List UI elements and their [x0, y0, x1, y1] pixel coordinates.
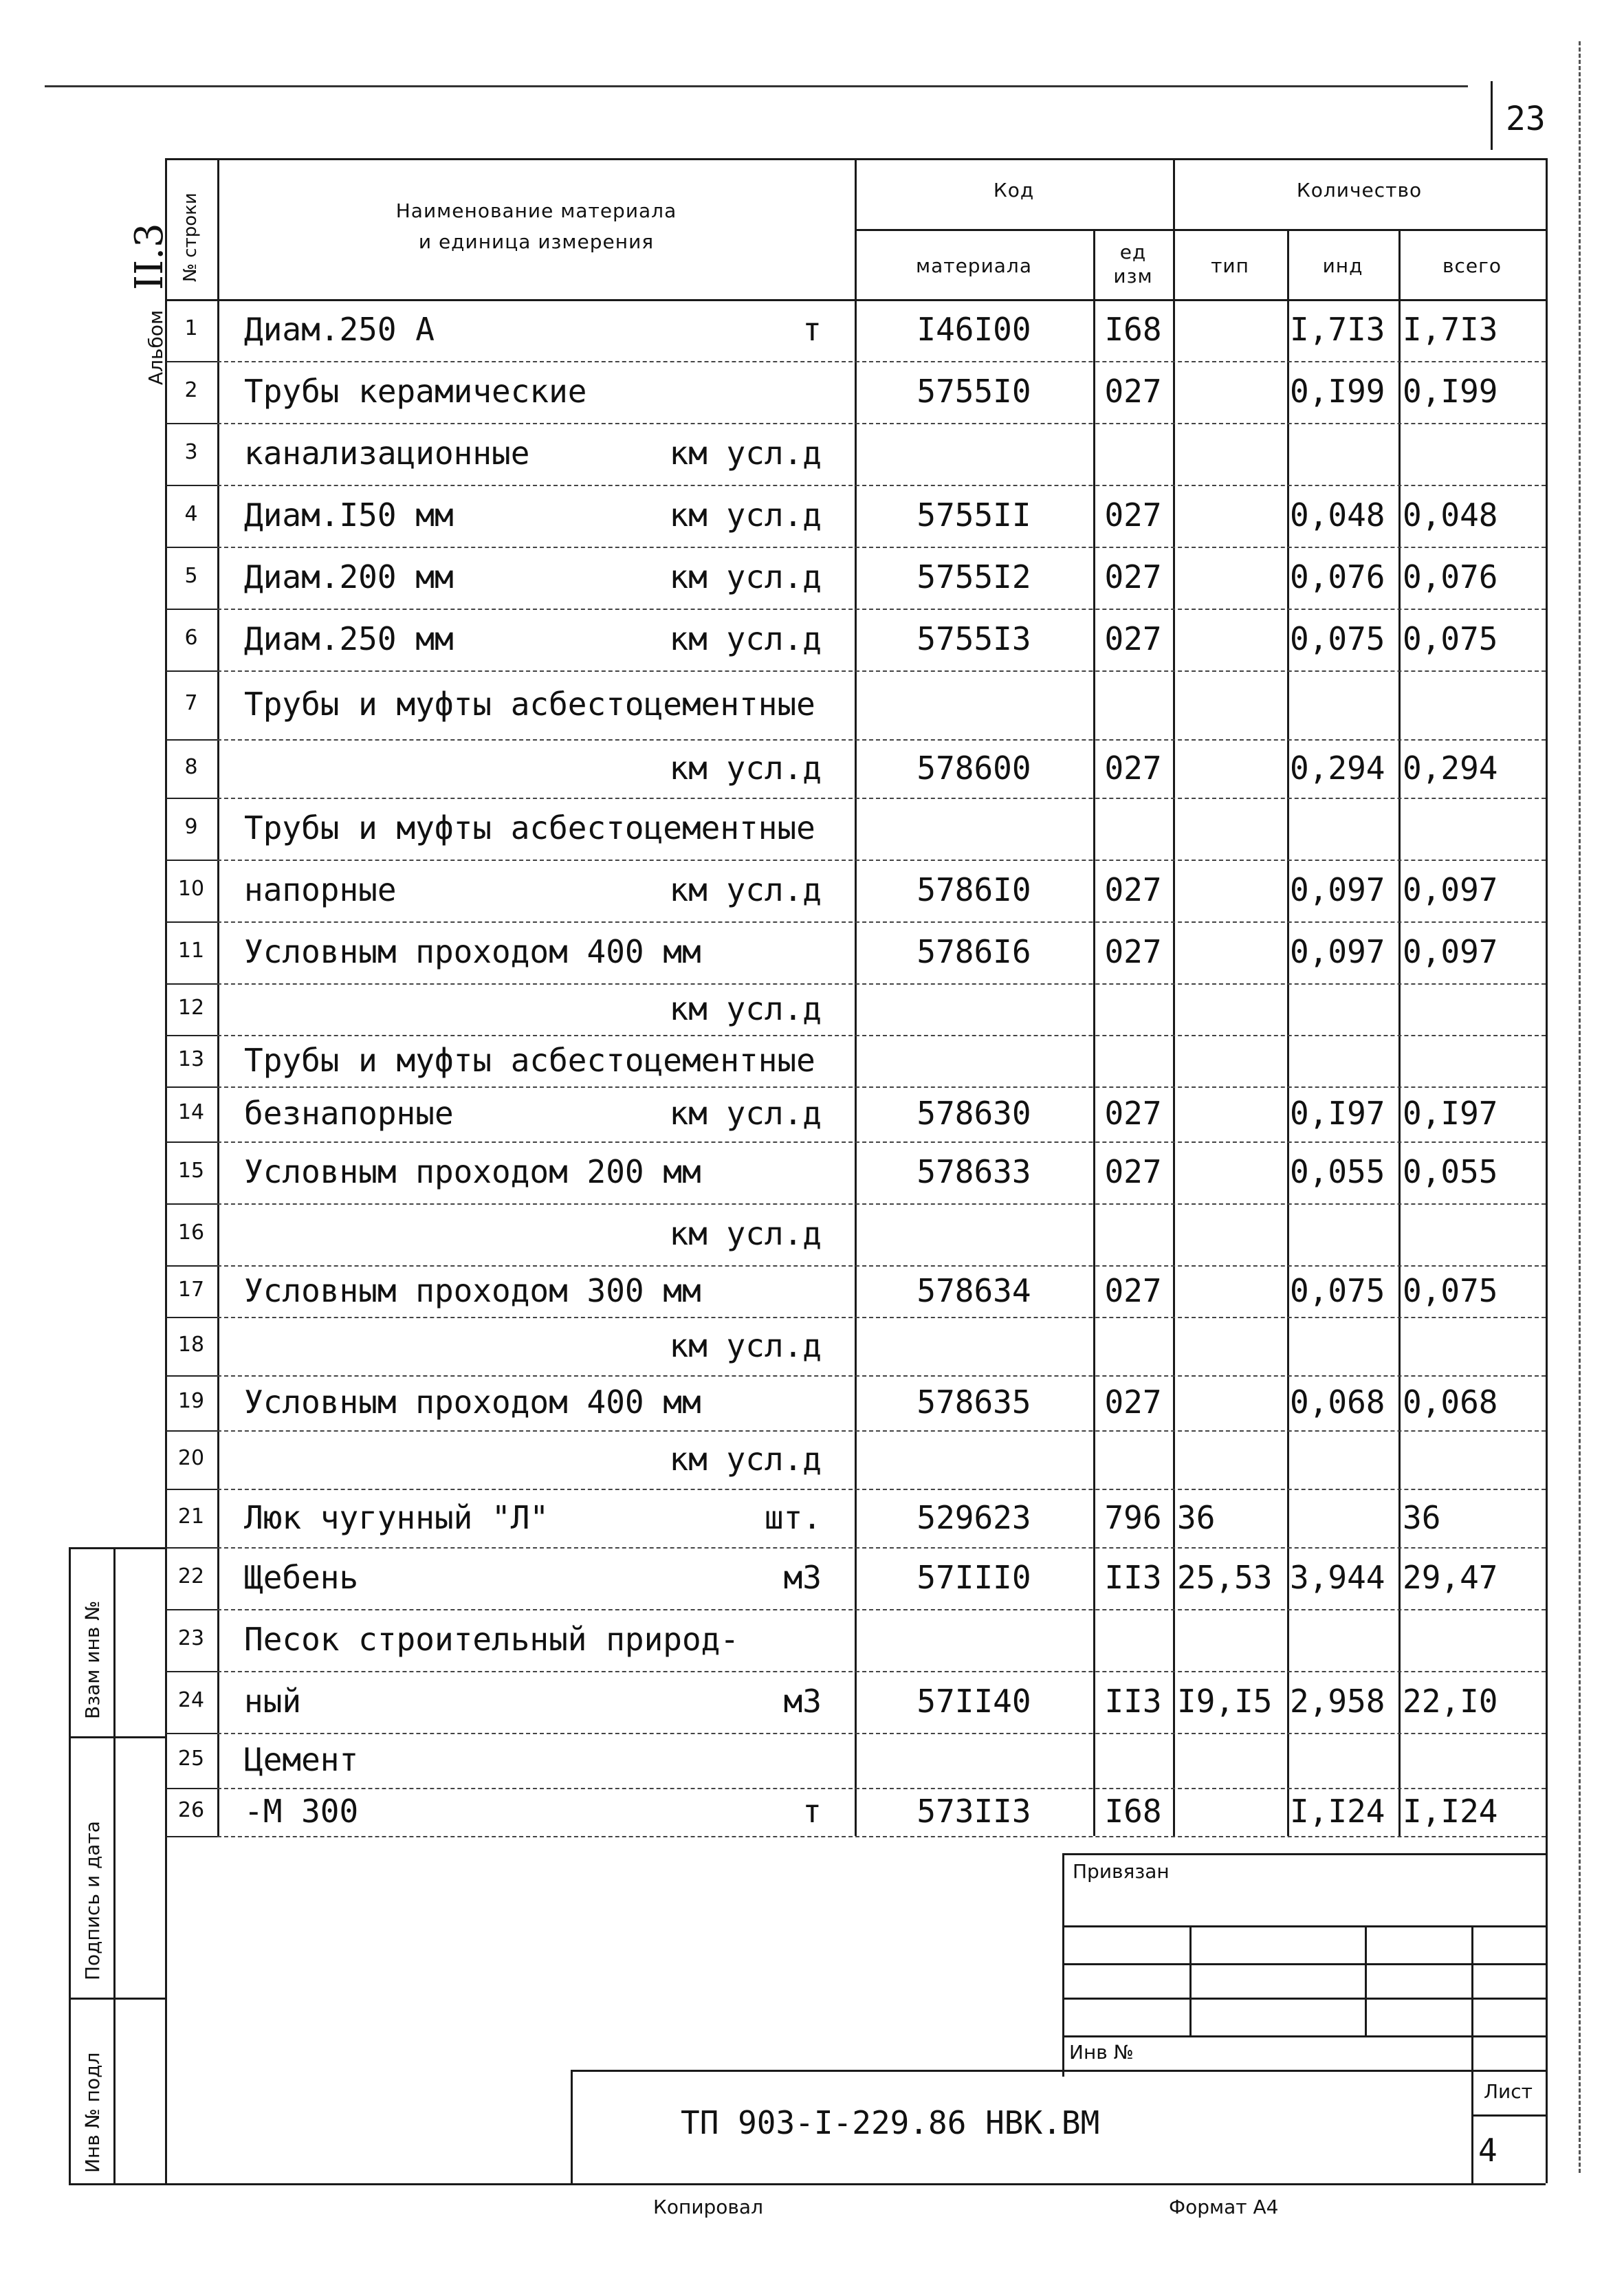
qty-total: 36 [1403, 1499, 1441, 1536]
row-number: 22 [177, 1564, 205, 1588]
row-number: 18 [177, 1333, 205, 1357]
material-unit: км усл.д [669, 871, 822, 908]
row-separator [217, 1489, 1546, 1490]
material-name: безнапорные [244, 1095, 454, 1132]
material-name: Условным проходом 200 мм [244, 1153, 701, 1190]
row-separator [217, 670, 1546, 672]
row-number-separator [165, 1430, 217, 1432]
header-code-unit-2: изм [1113, 265, 1153, 287]
row-number-separator [165, 1671, 217, 1672]
row-number: 9 [184, 815, 198, 839]
qty-total: 0,097 [1403, 933, 1498, 970]
row-number-separator [165, 798, 217, 799]
qty-ind: 0,076 [1290, 558, 1385, 595]
unit-code: 796 [1104, 1499, 1162, 1536]
sheet-label-line [1471, 2114, 1546, 2117]
qty-ind: 0,097 [1290, 933, 1385, 970]
row-number-separator [165, 547, 217, 548]
row-number-separator [165, 1489, 217, 1490]
stamp-col-2 [1365, 1925, 1367, 2035]
material-unit: т [802, 1793, 822, 1830]
unit-code: II3 [1104, 1683, 1162, 1720]
row-number-separator [165, 1265, 217, 1267]
row-number: 14 [177, 1100, 205, 1124]
unit-code: 027 [1104, 558, 1162, 595]
material-name: Условным проходом 300 мм [244, 1272, 701, 1309]
material-code: 573II3 [917, 1793, 1031, 1830]
page-number-frame-left [1491, 81, 1493, 150]
row-number-separator [165, 1375, 217, 1377]
qty-total: 0,075 [1403, 1272, 1498, 1309]
row-number: 10 [177, 877, 205, 901]
qty-total: 0,048 [1403, 496, 1498, 534]
qty-ind: 2,958 [1290, 1683, 1385, 1720]
side-stamp-top [69, 1547, 165, 1549]
footer-format: Формат А4 [1169, 2196, 1279, 2218]
material-code: 5755II [917, 496, 1031, 534]
material-unit: км усл.д [669, 1327, 822, 1364]
row-number-separator [165, 485, 217, 486]
unit-code: 027 [1104, 373, 1162, 410]
row-separator [217, 1733, 1546, 1734]
header-q-type: тип [1211, 254, 1249, 277]
qty-ind: 0,294 [1290, 750, 1385, 787]
row-number: 23 [177, 1626, 205, 1650]
row-number-separator [165, 670, 217, 672]
row-number: 21 [177, 1505, 205, 1529]
stamp-privyazan: Привязан [1073, 1860, 1170, 1883]
material-code: 578634 [917, 1272, 1031, 1309]
row-number: 26 [177, 1798, 205, 1822]
qty-ind: 0,097 [1290, 871, 1385, 908]
unit-code: 027 [1104, 871, 1162, 908]
material-code: 5755I3 [917, 620, 1031, 657]
row-separator [217, 1265, 1546, 1267]
row-separator [217, 1035, 1546, 1036]
row-separator [217, 1086, 1546, 1088]
top-rule [45, 85, 1468, 87]
qty-ind: I,I24 [1290, 1793, 1385, 1830]
stamp-inv-no: Инв № [1069, 2041, 1134, 2064]
qty-ind: 0,048 [1290, 496, 1385, 534]
col-line-1 [217, 158, 219, 1836]
unit-code: I68 [1104, 1793, 1162, 1830]
material-unit: км усл.д [669, 990, 822, 1027]
row-number-separator [165, 1141, 217, 1143]
qty-total: 0,097 [1403, 871, 1498, 908]
unit-code: I68 [1104, 311, 1162, 348]
material-code: 578633 [917, 1153, 1031, 1190]
title-block-left [571, 2070, 573, 2183]
row-separator [217, 1836, 1546, 1837]
qty-total: 0,055 [1403, 1153, 1498, 1190]
qty-ind: 0,I97 [1290, 1095, 1385, 1132]
col-line-4 [1173, 158, 1175, 1836]
material-code: 529623 [917, 1499, 1031, 1536]
row-number-separator [165, 1609, 217, 1610]
qty-ind: 0,055 [1290, 1153, 1385, 1190]
unit-code: 027 [1104, 933, 1162, 970]
qty-type: 36 [1177, 1499, 1216, 1536]
material-unit: км усл.д [669, 435, 822, 472]
row-separator [217, 1375, 1546, 1377]
material-code: 5786I0 [917, 871, 1031, 908]
qty-total: 0,I97 [1403, 1095, 1498, 1132]
material-name: Условным проходом 400 мм [244, 933, 701, 970]
row-separator [217, 860, 1546, 861]
col-line-6 [1398, 229, 1401, 1836]
row-separator [217, 609, 1546, 610]
qty-ind: 0,075 [1290, 1272, 1385, 1309]
qty-type: 25,53 [1177, 1559, 1273, 1596]
side-stamp-mid [113, 1547, 116, 2183]
footer-copied: Копировал [653, 2196, 763, 2218]
side-stamp-bottom [69, 2183, 165, 2185]
row-number: 16 [177, 1221, 205, 1245]
row-number-separator [165, 983, 217, 985]
title-block-bottom [165, 2183, 1546, 2185]
row-number: 5 [184, 564, 198, 588]
qty-total: 29,47 [1403, 1559, 1498, 1596]
material-unit: км усл.д [669, 620, 822, 657]
material-name: ный [244, 1683, 302, 1720]
material-code: I46I00 [917, 311, 1031, 348]
qty-total: 0,076 [1403, 558, 1498, 595]
row-number: 4 [184, 502, 198, 526]
material-name: Трубы и муфты асбестоцементные [244, 809, 815, 846]
row-number: 11 [177, 939, 205, 963]
row-separator [217, 921, 1546, 923]
row-separator [217, 1203, 1546, 1205]
material-code: 5755I2 [917, 558, 1031, 595]
row-number: 6 [184, 626, 198, 650]
header-sub-line [855, 229, 1546, 231]
unit-code: 027 [1104, 1153, 1162, 1190]
page-number-frame-right [1579, 41, 1581, 2173]
material-unit: км усл.д [669, 558, 822, 595]
unit-code: II3 [1104, 1559, 1162, 1596]
side-stamp-sep-1 [69, 1736, 165, 1738]
material-code: 578630 [917, 1095, 1031, 1132]
row-separator [217, 1317, 1546, 1318]
material-name: Трубы и муфты асбестоцементные [244, 1042, 815, 1079]
title-block-top [571, 2070, 1546, 2072]
qty-type: I9,I5 [1177, 1683, 1273, 1720]
header-q-total: всего [1442, 254, 1502, 277]
qty-total: 0,294 [1403, 750, 1498, 787]
material-unit: м3 [783, 1559, 822, 1596]
row-number: 8 [184, 755, 198, 779]
material-unit: км усл.д [669, 496, 822, 534]
material-unit: км усл.д [669, 1441, 822, 1478]
material-name: напорные [244, 871, 397, 908]
album-number: II.3 [127, 223, 172, 291]
material-unit: км усл.д [669, 1095, 822, 1132]
material-unit: т [802, 311, 822, 348]
material-unit: км усл.д [669, 750, 822, 787]
stamp-col-3 [1471, 1925, 1473, 2183]
material-name: -М 300 [244, 1793, 359, 1830]
qty-ind: 3,944 [1290, 1559, 1385, 1596]
header-q-ind: инд [1322, 254, 1363, 277]
material-code: 57II40 [917, 1683, 1031, 1720]
material-name: Условным проходом 400 мм [244, 1384, 701, 1421]
qty-total: 0,I99 [1403, 373, 1498, 410]
unit-code: 027 [1104, 496, 1162, 534]
material-code: 57III0 [917, 1559, 1031, 1596]
row-separator [217, 1609, 1546, 1610]
row-separator [217, 1788, 1546, 1789]
material-name: канализационные [244, 435, 530, 472]
row-number-separator [165, 423, 217, 424]
row-number-separator [165, 1317, 217, 1318]
row-number-separator [165, 1203, 217, 1205]
unit-code: 027 [1104, 1095, 1162, 1132]
header-code-unit-1: ед [1119, 241, 1147, 263]
row-number-separator [165, 361, 217, 362]
header-name-line2: и единица измерения [418, 230, 655, 253]
material-unit: км усл.д [669, 1215, 822, 1252]
sheet-label: Лист [1484, 2080, 1533, 2103]
qty-total: 0,075 [1403, 620, 1498, 657]
row-separator [217, 1671, 1546, 1672]
row-number-separator [165, 921, 217, 923]
unit-code: 027 [1104, 1272, 1162, 1309]
sheet-number: 4 [1478, 2132, 1497, 2169]
row-number-separator [165, 739, 217, 741]
row-number-separator [165, 1836, 217, 1837]
material-unit: шт. [764, 1499, 822, 1536]
row-number-separator [165, 1788, 217, 1789]
qty-ind: 0,I99 [1290, 373, 1385, 410]
header-row-num: № строки [180, 193, 201, 282]
qty-total: I,I24 [1403, 1793, 1498, 1830]
side-stamp-podpis: Подпись и дата [81, 1821, 104, 1980]
material-code: 5755I0 [917, 373, 1031, 410]
album-label: Альбом II.3 [127, 223, 172, 385]
row-number: 7 [184, 691, 198, 715]
row-number: 20 [177, 1446, 205, 1470]
unit-code: 027 [1104, 1384, 1162, 1421]
row-number-separator [165, 1035, 217, 1036]
row-separator [217, 983, 1546, 985]
row-number: 2 [184, 378, 198, 402]
header-quantity: Количество [1296, 179, 1423, 201]
qty-total: 0,068 [1403, 1384, 1498, 1421]
unit-code: 027 [1104, 750, 1162, 787]
header-name-line1: Наименование материала [395, 199, 677, 222]
stamp-top [1062, 1853, 1546, 1855]
qty-ind: 0,075 [1290, 620, 1385, 657]
qty-ind: 0,068 [1290, 1384, 1385, 1421]
qty-total: 22,I0 [1403, 1683, 1498, 1720]
row-number: 25 [177, 1747, 205, 1771]
row-number: 24 [177, 1688, 205, 1712]
col-line-5 [1287, 229, 1289, 1836]
material-name: Люк чугунный "Л" [244, 1499, 549, 1536]
material-code: 578635 [917, 1384, 1031, 1421]
material-unit: м3 [783, 1683, 822, 1720]
row-separator [217, 547, 1546, 548]
header-code: Код [993, 179, 1035, 201]
row-number-separator [165, 1086, 217, 1088]
qty-ind: I,7I3 [1290, 311, 1385, 348]
row-number: 3 [184, 440, 198, 464]
row-number: 1 [184, 316, 198, 340]
col-line-7 [1546, 158, 1548, 2183]
row-separator [217, 798, 1546, 799]
material-name: Диам.200 мм [244, 558, 454, 595]
row-number-separator [165, 609, 217, 610]
material-name: Диам.I50 мм [244, 496, 454, 534]
row-number: 12 [177, 996, 205, 1020]
row-separator [217, 423, 1546, 424]
row-number: 13 [177, 1047, 205, 1071]
material-name: Трубы керамические [244, 373, 587, 410]
side-stamp-sep-2 [69, 1998, 165, 2000]
material-code: 578600 [917, 750, 1031, 787]
qty-total: I,7I3 [1403, 311, 1498, 348]
page-number: 23 [1506, 100, 1546, 138]
side-stamp-vzam: Взам инв № [81, 1600, 104, 1719]
material-name: Диам.250 мм [244, 620, 454, 657]
material-code: 5786I6 [917, 933, 1031, 970]
row-separator [217, 1430, 1546, 1432]
stamp-col-1 [1189, 1925, 1192, 2035]
row-number-separator [165, 1733, 217, 1734]
doc-code: ТП 903-I-229.86 НВК.ВМ [681, 2104, 1100, 2141]
row-number: 19 [177, 1389, 205, 1413]
row-separator [217, 1547, 1546, 1549]
material-name: Диам.250 А [244, 311, 435, 348]
row-number: 17 [177, 1278, 205, 1302]
row-separator [217, 1141, 1546, 1143]
row-number-separator [165, 1547, 217, 1549]
material-name: Щебень [244, 1559, 359, 1596]
row-number-separator [165, 860, 217, 861]
row-number: 15 [177, 1159, 205, 1183]
row-separator [217, 739, 1546, 741]
side-stamp-inv: Инв № подл [81, 2052, 104, 2173]
header-code-material: материала [915, 254, 1032, 277]
side-stamp-left [69, 1547, 71, 2183]
material-name: Песок строительный природ- [244, 1621, 740, 1658]
material-name: Трубы и муфты асбестоцементные [244, 686, 815, 723]
unit-code: 027 [1104, 620, 1162, 657]
row-separator [217, 485, 1546, 486]
material-name: Цемент [244, 1741, 359, 1778]
row-separator [217, 361, 1546, 362]
